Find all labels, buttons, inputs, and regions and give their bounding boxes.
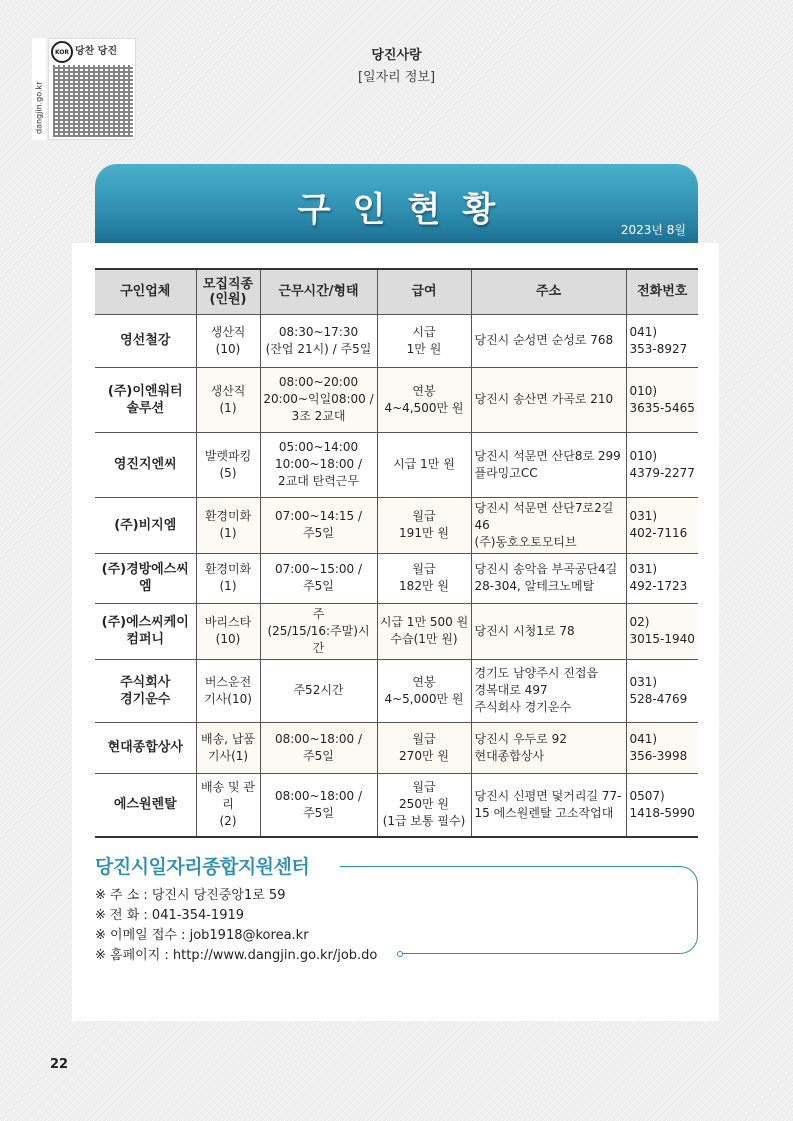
hours-cell: 08:00~18:00 / 주5일 [260,773,377,837]
phone-cell: 010) 4379-2277 [626,432,698,497]
address-cell: 당진시 신평면 덫거리길 77- 15 에스원렌탈 고소작업대 [471,773,626,837]
qr-logo-text: 당찬 당진 [75,46,118,57]
job-cell: 발렛파킹 (5) [196,432,260,497]
table-row [95,432,698,497]
address-cell: 당진시 우두로 92 현대종합상사 [471,722,626,773]
pay-cell: 연봉 4~4,500만 원 [377,367,471,432]
center-address: ※ 주 소 : 당진시 당진중앙1로 59 [95,888,286,903]
pay-cell: 시급 1만 500 원 수습(1만 원) [377,603,471,659]
company-cell: 주식회사 경기운수 [95,659,196,722]
company-cell: 현대종합상사 [95,722,196,773]
hours-cell: 08:00~18:00 / 주5일 [260,722,377,773]
banner-date: 2023년 8월 [620,223,686,237]
pay-cell: 월급 270만 원 [377,722,471,773]
job-center-title: 당진시일자리종합지원센터 [95,852,313,879]
section-subtitle: [일자리 정보] [357,70,436,85]
job-cell: 환경미화 (1) [196,553,260,603]
company-cell: (주)이엔워터 솔루션 [95,367,196,432]
hours-cell: 07:00~14:15 / 주5일 [260,497,377,553]
header-hours: 근무시간/형태 [260,269,377,314]
table-header-row [95,269,698,314]
job-center-details [95,886,377,966]
table-row [95,773,698,837]
address-cell: 당진시 시청1로 78 [471,603,626,659]
hours-cell: 주 (25/15/16:주말)시간 [260,603,377,659]
table-row [95,367,698,432]
hours-cell: 08:00~20:00 20:00~익일08:00 / 3조 2교대 [260,367,377,432]
company-cell: 영진지엔씨 [95,432,196,497]
hours-cell: 08:30~17:30 (잔업 21시) / 주5일 [260,314,377,367]
job-listing-table [95,268,698,838]
hours-cell: 05:00~14:00 10:00~18:00 / 2교대 탄력근무 [260,432,377,497]
qr-side-url: dangjin.go.kr [32,38,46,140]
table-row [95,603,698,659]
address-cell: 당진시 석문면 산단8로 299 플라밍고CC [471,432,626,497]
job-cell: 생산직 (10) [196,314,260,367]
company-cell: (주)에스씨케이 컴퍼니 [95,603,196,659]
job-cell: 버스운전 기사(10) [196,659,260,722]
pay-cell: 시급 1만 원 [377,314,471,367]
job-cell: 배송, 납품 기사(1) [196,722,260,773]
center-phone: ※ 전 화 : 041-354-1919 [95,908,245,923]
title-banner [95,164,698,243]
company-cell: 영선철강 [95,314,196,367]
phone-cell: 02) 3015-1940 [626,603,698,659]
decorative-dot-icon [397,951,403,957]
job-cell: 생산직 (1) [196,367,260,432]
header-address: 주소 [471,269,626,314]
phone-cell: 031) 528-4769 [626,659,698,722]
header-company: 구인업체 [95,269,196,314]
job-cell: 환경미화 (1) [196,497,260,553]
center-email[interactable]: ※ 이메일 접수 : job1918@korea.kr [95,928,309,943]
company-cell: (주)경방에스씨엠 [95,553,196,603]
table-row [95,314,698,367]
hours-cell: 07:00~15:00 / 주5일 [260,553,377,603]
address-cell: 당진시 석문면 산단7로2길46 (주)동호오토모티브 [471,497,626,553]
table-row [95,497,698,553]
table-row [95,722,698,773]
address-cell: 당진시 순성면 순성로 768 [471,314,626,367]
header-job: 모집직종 (인원) [196,269,260,314]
magazine-title: 당진사랑 [371,48,422,63]
pay-cell: 월급 182만 원 [377,553,471,603]
page-number: 22 [50,1057,69,1072]
address-cell: 당진시 송악읍 부곡공단4길 28-304, 알테크노메탈 [471,553,626,603]
kor-badge-icon: KOR [51,41,73,63]
phone-cell: 0507) 1418-5990 [626,773,698,837]
header-pay: 급여 [377,269,471,314]
job-cell: 배송 및 관리 (2) [196,773,260,837]
decorative-frame-line [340,866,698,954]
hours-cell: 주52시간 [260,659,377,722]
address-cell: 당진시 송산면 가곡로 210 [471,367,626,432]
phone-cell: 031) 402-7116 [626,497,698,553]
center-homepage-link[interactable]: ※ 홈페이지 : http://www.dangjin.go.kr/job.do [95,948,378,963]
company-cell: 에스원렌탈 [95,773,196,837]
pay-cell: 월급 191만 원 [377,497,471,553]
phone-cell: 010) 3635-5465 [626,367,698,432]
job-center-info [95,852,700,963]
header-phone: 전화번호 [626,269,698,314]
table-row [95,553,698,603]
company-cell: (주)비지엠 [95,497,196,553]
job-cell: 바리스타 (10) [196,603,260,659]
banner-title: 구인현황 [297,190,518,230]
pay-cell: 시급 1만 원 [377,432,471,497]
pay-cell: 연봉 4~5,000만 원 [377,659,471,722]
phone-cell: 031) 492-1723 [626,553,698,603]
phone-cell: 041) 356-3998 [626,722,698,773]
table-row [95,659,698,722]
phone-cell: 041) 353-8927 [626,314,698,367]
pay-cell: 월급 250만 원 (1급 보통 필수) [377,773,471,837]
address-cell: 경기도 남양주시 진접읍 경복대로 497 주식회사 경기운수 [471,659,626,722]
